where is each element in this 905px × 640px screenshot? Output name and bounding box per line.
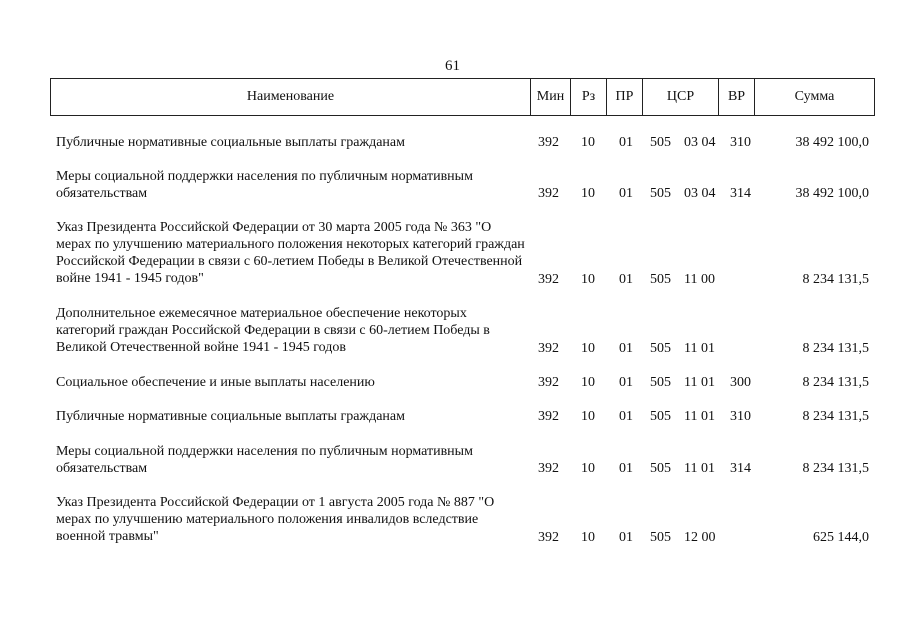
row-sum: 38 492 100,0 xyxy=(795,135,869,150)
row-name: Публичные нормативные социальные выплаты гражданам xyxy=(56,135,405,150)
row-rz: 10 xyxy=(581,530,595,545)
row-vr: 314 xyxy=(730,461,751,476)
row-min: 392 xyxy=(538,135,559,150)
row-name: Указ Президента Российской Федерации от 1 августа 2005 года № 887 "О мерах по улучшению материального положения инвалидов вследствие военной травмы" xyxy=(56,495,495,544)
row-vr: 310 xyxy=(730,409,751,424)
row-sum: 8 234 131,5 xyxy=(802,409,869,424)
row-sum: 8 234 131,5 xyxy=(802,272,869,287)
row-vr: 310 xyxy=(730,135,751,150)
header-sum: Сумма xyxy=(794,89,835,104)
row-rz: 10 xyxy=(581,272,595,287)
row-pr: 01 xyxy=(619,186,633,201)
row-name: Меры социальной поддержки населения по публичным нормативным обязательствам xyxy=(56,169,473,201)
row-csr-b: 11 01 xyxy=(684,375,715,390)
row-csr-a: 505 xyxy=(650,272,671,287)
row-min: 392 xyxy=(538,341,559,356)
row-csr-a: 505 xyxy=(650,186,671,201)
row-name: Социальное обеспечение и иные выплаты населению xyxy=(56,375,375,390)
row-min: 392 xyxy=(538,272,559,287)
row-rz: 10 xyxy=(581,375,595,390)
row-sum: 8 234 131,5 xyxy=(802,461,869,476)
row-pr: 01 xyxy=(619,461,633,476)
header-rz: Рз xyxy=(571,79,607,115)
row-pr: 01 xyxy=(619,135,633,150)
header-min: Мин xyxy=(531,79,571,115)
row-csr-a: 505 xyxy=(650,341,671,356)
row-vr: 314 xyxy=(730,186,751,201)
row-rz: 10 xyxy=(581,409,595,424)
row-min: 392 xyxy=(538,409,559,424)
row-csr-b: 11 01 xyxy=(684,409,715,424)
row-name: Дополнительное ежемесячное материальное обеспечение некоторых категорий граждан Российской Федерации в связи с 60-летием Победы в Великой Отечественной войне 1941 - 1945 годов xyxy=(56,306,490,355)
row-sum: 8 234 131,5 xyxy=(802,341,869,356)
header-name: Наименование xyxy=(51,79,531,115)
row-rz: 10 xyxy=(581,135,595,150)
row-pr: 01 xyxy=(619,341,633,356)
row-sum: 8 234 131,5 xyxy=(802,375,869,390)
row-csr-b: 03 04 xyxy=(684,135,716,150)
row-csr-b: 11 01 xyxy=(684,341,715,356)
row-name: Меры социальной поддержки населения по публичным нормативным обязательствам xyxy=(56,444,473,476)
row-pr: 01 xyxy=(619,530,633,545)
row-csr-a: 505 xyxy=(650,530,671,545)
page-number: 61 xyxy=(445,58,460,74)
row-csr-b: 03 04 xyxy=(684,186,716,201)
table-header xyxy=(50,78,875,116)
row-pr: 01 xyxy=(619,272,633,287)
row-rz: 10 xyxy=(581,186,595,201)
row-sum: 625 144,0 xyxy=(813,530,869,545)
row-pr: 01 xyxy=(619,409,633,424)
row-csr-a: 505 xyxy=(650,461,671,476)
row-csr-b: 11 00 xyxy=(684,272,715,287)
row-min: 392 xyxy=(538,186,559,201)
row-rz: 10 xyxy=(581,461,595,476)
row-min: 392 xyxy=(538,461,559,476)
row-sum: 38 492 100,0 xyxy=(795,186,869,201)
row-min: 392 xyxy=(538,530,559,545)
row-csr-b: 11 01 xyxy=(684,461,715,476)
row-name: Указ Президента Российской Федерации от 30 марта 2005 года № 363 "О мерах по улучшению материального положения некоторых категорий граждан Российской Федерации в связи с 60-летием Победы в Великой Отечественной войне 1941 - 1945 годов" xyxy=(56,220,525,286)
row-pr: 01 xyxy=(619,375,633,390)
row-csr-b: 12 00 xyxy=(684,530,716,545)
header-vr: ВР xyxy=(719,79,755,115)
row-rz: 10 xyxy=(581,341,595,356)
row-csr-a: 505 xyxy=(650,409,671,424)
header-pr: ПР xyxy=(607,79,643,115)
header-csr: ЦСР xyxy=(643,79,719,115)
row-vr: 300 xyxy=(730,375,751,390)
row-csr-a: 505 xyxy=(650,135,671,150)
row-min: 392 xyxy=(538,375,559,390)
row-csr-a: 505 xyxy=(650,375,671,390)
row-name: Публичные нормативные социальные выплаты гражданам xyxy=(56,409,405,424)
